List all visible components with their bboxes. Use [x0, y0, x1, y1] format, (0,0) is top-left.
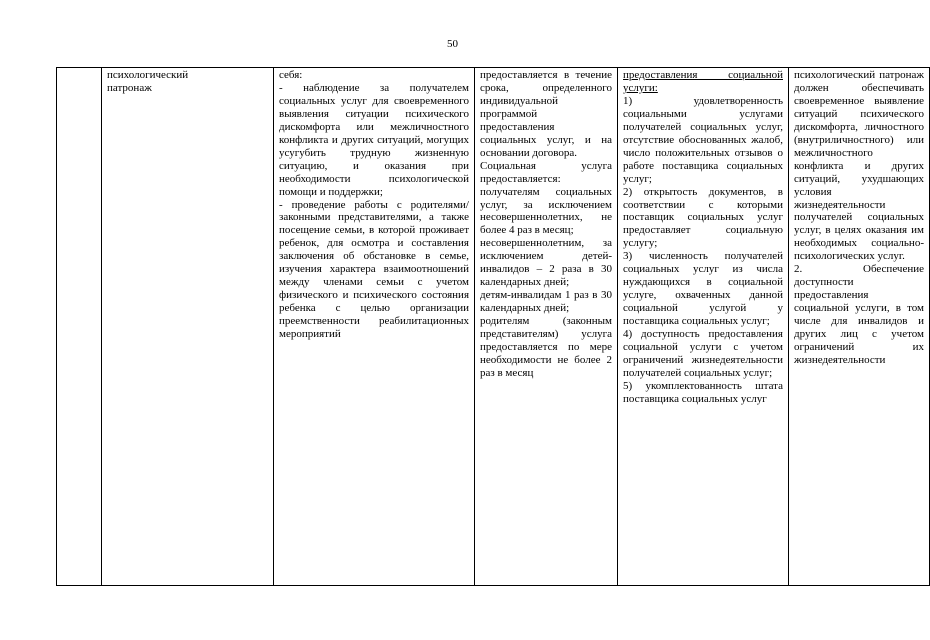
terms-paragraph: предоставляется в течение срока, определенного индивидуальной программой предоставления социальных услуг, и на основании договора. — [480, 69, 612, 159]
conditions-paragraph: психологический патронаж должен обеспечивать своевременное выявление ситуаций психического дискомфорта, личностного (внутриличностного) или межличностного конфликта и других ситуаций, ухудшающих условия жизнедеятельности получателей социальных услуг, в целях оказания им необходимых социально-психологических услуг. — [794, 69, 924, 263]
terms-paragraph: получателям социальных услуг, за исключением несовершеннолетних, не более 4 раз в месяц; — [480, 185, 612, 237]
conditions-paragraph: 2. Обеспечение доступности предоставления социальной услуги, в том числе для инвалидов и других лиц с учетом ограничений их жизнедеятельности — [794, 263, 924, 366]
table-row — [57, 68, 930, 586]
content-paragraph: себя: — [279, 69, 303, 81]
service-name-line: патронаж — [107, 81, 152, 94]
content-paragraph: - проведение работы с родителями/законными представителями, а также посещение семьи, в которой проживает ребенок, для осмотра и составления заключения об обстановке в семье, изучения характера взаимоотношений между членами семьи с учетом физического и психического состояния ребенка с целью организации преемственности реабилитационных мероприятий — [279, 198, 469, 341]
terms-paragraph: родителям (законным представителям) услуга предоставляется по мере необходимости не более 2 раз в месяц — [480, 315, 612, 379]
terms-paragraph: детям-инвалидам 1 раз в 30 календарных дней; — [480, 289, 612, 315]
quality-indicators-cell — [618, 68, 789, 586]
service-name-line: психологический — [107, 69, 189, 81]
indicator-item: 5) укомплектованность штата поставщика социальных услуг — [623, 379, 783, 405]
page-number: 50 — [447, 38, 458, 50]
terms-paragraph: Социальная услуга предоставляется: — [480, 159, 612, 185]
indicator-item: 3) численность получателей социальных услуг из числа нуждающихся в социальной услуге, охваченных данной социальной услугой у поставщика социальных услуг; — [623, 250, 783, 328]
terms-paragraph: несовершеннолетним, за исключением детей-инвалидов – 2 раза в 30 календарных дней; — [480, 237, 612, 289]
content-paragraph: - наблюдение за получателем социальных услуг для своевременного выявления ситуации психического дискомфорта или межличностного конфликта и других ситуаций, могущих усугубить трудную жизненную ситуацию, и оказания при необходимости психологической помощи и поддержки; — [279, 81, 469, 198]
service-content-cell — [274, 68, 475, 586]
indicator-item: 2) открытость документов, в соответствии с которыми поставщик социальных услуг предоставляет социальную услугу; — [623, 185, 783, 250]
row-number-cell — [57, 68, 102, 586]
service-name-cell — [102, 68, 274, 586]
service-terms-cell — [475, 68, 618, 586]
indicator-item: 4) доступность предоставления социальной услуги с учетом ограничений жизнедеятельности получателей социальных услуг; — [623, 328, 783, 379]
indicators-heading: предоставления социальной услуги: — [623, 69, 783, 94]
indicator-item: 1) удовлетворенность социальными услугами получателей социальных услуг, отсутствие обоснованных жалоб, число положительных отзывов о работе поставщика социальных услуг; — [623, 94, 783, 185]
evaluation-conditions-cell — [789, 68, 930, 586]
services-table — [56, 67, 930, 586]
